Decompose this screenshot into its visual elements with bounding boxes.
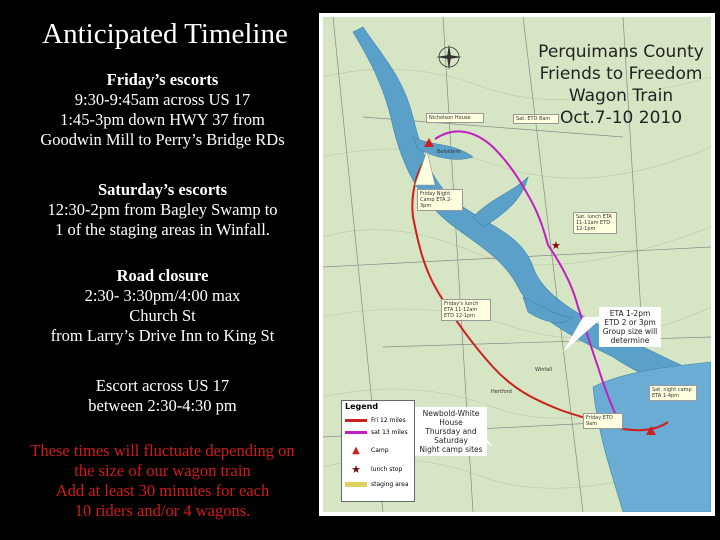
closure-line-3: from Larry’s Drive Inn to King St — [50, 326, 275, 345]
legend-item-label: Fri 12 miles — [371, 417, 406, 424]
eta-callout-line-1: ETA 1-2pm — [609, 309, 651, 318]
sat-night-label: Sat. night camp ETA 1-4pm — [649, 385, 697, 401]
friday-line-3: Goodwin Mill to Perry’s Bridge RDs — [40, 130, 285, 149]
eta-callout — [599, 307, 661, 347]
closure-heading: Road closure — [116, 266, 209, 285]
legend-item-friday — [345, 417, 413, 424]
newbold-line-5: Night camp sites — [419, 445, 483, 454]
legend-item-label: staging area — [371, 481, 409, 488]
route-map — [323, 17, 711, 512]
newbold-line-2: House — [439, 418, 463, 427]
lunch-star-icon: ★ — [351, 463, 361, 476]
saturday-heading: Saturday’s escorts — [97, 180, 228, 199]
map-title-line-3: Wagon Train — [568, 86, 674, 106]
friday-heading: Friday’s escorts — [106, 70, 219, 89]
town-hertford: Hertford — [491, 389, 512, 395]
town-winfall: Winfall — [535, 367, 552, 373]
newbold-callout — [415, 407, 487, 456]
saturday-escorts — [5, 180, 320, 240]
saturday-line-1: 12:30-2pm from Bagley Swamp to — [47, 200, 278, 219]
newbold-line-3: Thursday and — [425, 427, 477, 436]
map-legend — [341, 400, 415, 502]
timing-note — [5, 441, 320, 521]
note-line-3: Add at least 30 minutes for each — [55, 481, 270, 500]
map-title-line-4: Oct.7-10 2010 — [559, 108, 683, 128]
camp-triangle-icon: ▲ — [352, 445, 360, 456]
legend-item-staging — [345, 481, 413, 488]
escort-line-1: Escort across US 17 — [95, 376, 230, 395]
closure-line-2: Church St — [129, 306, 196, 325]
note-line-2: the size of our wagon train — [74, 461, 251, 480]
closure-line-1: 2:30- 3:30pm/4:00 max — [84, 286, 241, 305]
eta-callout-line-3: Group size will — [602, 327, 658, 336]
newbold-line-4: Saturday — [434, 436, 468, 445]
us17-escort — [5, 376, 320, 416]
saturday-route-swatch — [345, 431, 367, 434]
map-title-line-2: Friends to Freedom — [539, 64, 703, 84]
legend-item-saturday — [345, 429, 413, 436]
sat-etd-label: Sat. ETD 8am — [513, 114, 559, 124]
legend-item-label: lunch stop — [371, 466, 403, 473]
note-line-1: These times will fluctuate depending on — [30, 441, 295, 460]
newbold-line-1: Newbold-White — [422, 409, 480, 418]
sat-lunch-label: Sat. lunch ETA 11-11am ETD 12-1pm — [573, 212, 617, 234]
map-title — [536, 41, 706, 129]
staging-area-swatch — [345, 482, 367, 487]
friday-camp-label: Friday Night Camp ETA 2-3pm — [417, 189, 463, 211]
friday-line-1: 9:30-9:45am across US 17 — [74, 90, 251, 109]
friday-escorts — [5, 70, 320, 150]
saturday-line-2: 1 of the staging areas in Winfall. — [55, 220, 270, 239]
road-closure — [5, 266, 320, 346]
friday-etd-label: Friday ETD 9am — [583, 413, 623, 429]
legend-item-label: Camp — [371, 447, 389, 454]
legend-item-camp — [345, 445, 413, 456]
eta-callout-line-4: determine — [610, 336, 650, 345]
town-belvidere: Belvidere — [437, 149, 461, 155]
slide-title: Anticipated Timeline — [42, 18, 288, 50]
lunch-stop-star-icon: ★ — [551, 239, 561, 252]
legend-title: Legend — [345, 402, 379, 411]
map-title-line-1: Perquimans County — [538, 42, 704, 62]
legend-item-label: sat 13 miles — [371, 429, 408, 436]
eta-callout-line-2: ETD 2 or 3pm — [604, 318, 656, 327]
route-map-frame — [319, 13, 715, 516]
escort-line-2: between 2:30-4:30 pm — [88, 396, 237, 415]
friday-line-2: 1:45-3pm down HWY 37 from — [60, 110, 265, 129]
nicholson-label: Nicholson House — [426, 113, 484, 123]
friday-route-swatch — [345, 419, 367, 422]
friday-lunch-label: Friday's lunch ETA 11-12am ETD 12-1pm — [441, 299, 491, 321]
note-line-4: 10 riders and/or 4 wagons. — [74, 501, 251, 520]
legend-item-lunch — [345, 463, 413, 476]
